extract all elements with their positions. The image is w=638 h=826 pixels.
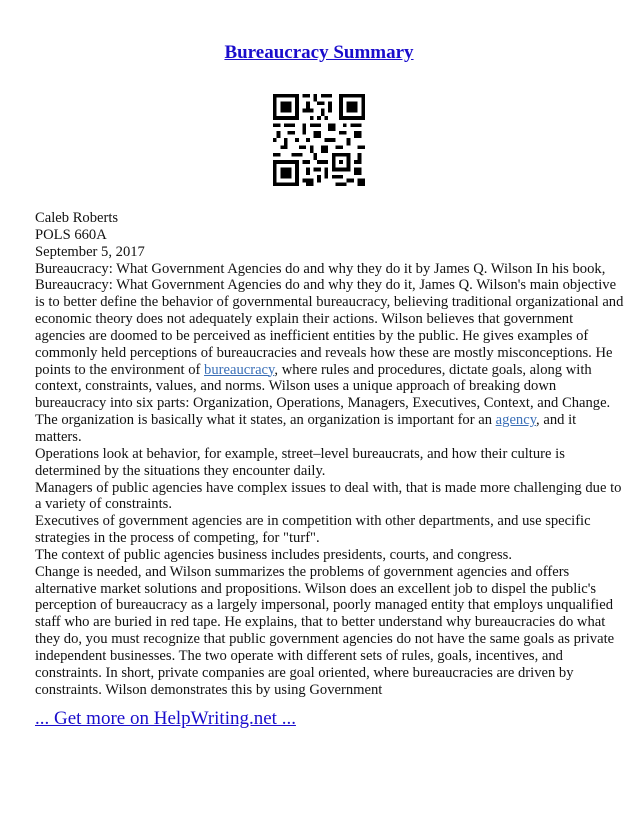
- body-line: constraints. Wilson demonstrates this by using Government: [35, 681, 383, 698]
- body-text: The organization is basically what it states, an organization is important for an: [35, 412, 496, 429]
- document-title-link[interactable]: Bureaucracy Summary: [224, 42, 414, 63]
- body-line: Bureaucracy: What Government Agencies do and why they do it by James Q. Wilson In his book,: [35, 260, 606, 277]
- body-line: Operations look at behavior, for example, street–level bureaucrats, and how their culture is: [35, 445, 565, 462]
- course-code: POLS 660A: [35, 226, 107, 243]
- body-line: a variety of constraints.: [35, 496, 172, 513]
- qr-code-icon: [273, 94, 365, 186]
- body-line: agencies are doomed to be perceived as inefficient entities by the public. He gives examples of: [35, 327, 589, 344]
- body-line: alternative market solutions and propositions. Wilson does an excellent job to dispel the public's: [35, 580, 597, 597]
- body-line: commonly held perceptions of bureaucracies and reveals how these are mostly misconceptions. He: [35, 344, 613, 361]
- body-text: , where rules and procedures, dictate goals, along with: [274, 361, 592, 378]
- body-line: [35, 412, 607, 429]
- body-line: staff who are buried in red tape. He explains, that to better understand why bureaucracies do what: [35, 614, 606, 631]
- body-line: Executives of government agencies are in competition with other departments, and use specific: [35, 513, 591, 530]
- document-body: [35, 210, 624, 698]
- body-line: independent businesses. The two operate with different sets of rules, goals, incentives, and: [35, 647, 563, 664]
- body-line: matters.: [35, 428, 82, 445]
- body-line: perception of bureaucracy as a largely impersonal, poorly managed entity that employs unqualified: [35, 597, 614, 614]
- body-line: economic theory does not adequately explain their actions. Wilson believes that government: [35, 311, 574, 328]
- agency-link[interactable]: agency: [495, 412, 537, 429]
- body-line: Bureaucracy: What Government Agencies do and why they do it, James Q. Wilson's main objective: [35, 277, 617, 294]
- body-line: strategies in the process of competing, for "turf".: [35, 530, 320, 547]
- get-more-link[interactable]: ... Get more on HelpWriting.net ...: [35, 708, 296, 729]
- body-line: constraints. In short, private companies are goal oriented, where bureaucracies are driven by: [35, 664, 574, 681]
- body-text: points to the environment of: [35, 361, 205, 378]
- body-line: Managers of public agencies have complex issues to deal with, that is made more challenging due to: [35, 479, 622, 496]
- body-line: bureaucracy into six parts: Organization, Operations, Managers, Executives, Context, and Change.: [35, 395, 611, 412]
- body-line: Change is needed, and Wilson summarizes the problems of government agencies and offers: [35, 563, 570, 580]
- author-name: Caleb Roberts: [35, 210, 119, 226]
- body-line: The context of public agencies business includes presidents, courts, and congress.: [35, 546, 513, 563]
- body-line: they do, you must recognize that public government agencies do not have the same goals as private: [35, 631, 615, 648]
- body-line: context, constraints, values, and norms. Wilson uses a unique approach of breaking down: [35, 378, 557, 395]
- body-line: is to better define the behavior of governmental bureaucracy, believing traditional organizational and: [35, 294, 624, 311]
- body-line: [35, 362, 607, 379]
- bureaucracy-link[interactable]: bureaucracy: [204, 361, 275, 378]
- document-date: September 5, 2017: [35, 243, 145, 260]
- body-line: determined by the situations they encounter daily.: [35, 462, 326, 479]
- body-text: , and it: [536, 412, 577, 429]
